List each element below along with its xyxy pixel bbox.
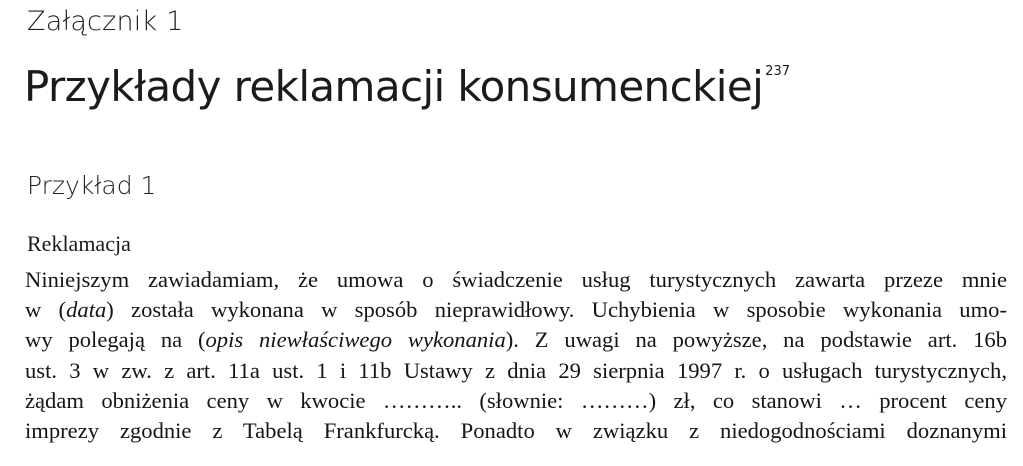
body-line [25,295,1007,325]
text-segment: w ( [25,297,67,323]
text-segment: ust. 3 w zw. z art. 11a ust. 1 i 11b Ustawy z dnia 29 sierpnia 1997 r. o usługach turystycznych, [25,357,1007,383]
text-segment: wy polegają na ( [25,327,206,353]
italic-placeholder: opis niewłaściwego wykonania [205,327,506,353]
text-segment: imprezy zgodnie z Tabelą Frankfurcką. Ponadto w związku z niedogodnościami doznanymi [25,418,1007,444]
text-segment: żądam obniżenia ceny w kwocie ……….. (słownie: ………) zł, co stanowi … procent ceny [25,387,1007,413]
annex-label: Załącznik 1 [27,6,184,37]
footnote-reference[interactable]: 237 [765,64,790,79]
text-segment: Niniejszym zawiadamiam, że umowa o świadczenie usług turystycznych zawarta przeze mnie [25,267,1007,292]
body-line [25,265,1007,295]
text-segment: ) została wykonana w sposób nieprawidłowy. Uchybienia w sposobie wykonania umo- [106,297,1007,323]
example-heading: Przykład 1 [27,171,157,200]
body-line [25,356,1007,386]
chapter-title [24,62,790,112]
chapter-title-text: Przykłady reklamacji konsumenckiej [24,62,764,111]
text-segment: ). Z uwagi na powyższe, na podstawie art. 16b [505,327,1007,353]
complaint-body-text [25,265,1007,446]
italic-placeholder: data [66,297,107,323]
body-line [25,416,1007,446]
body-line [25,386,1007,416]
document-heading: Reklamacja [27,231,131,256]
body-line [25,325,1007,355]
